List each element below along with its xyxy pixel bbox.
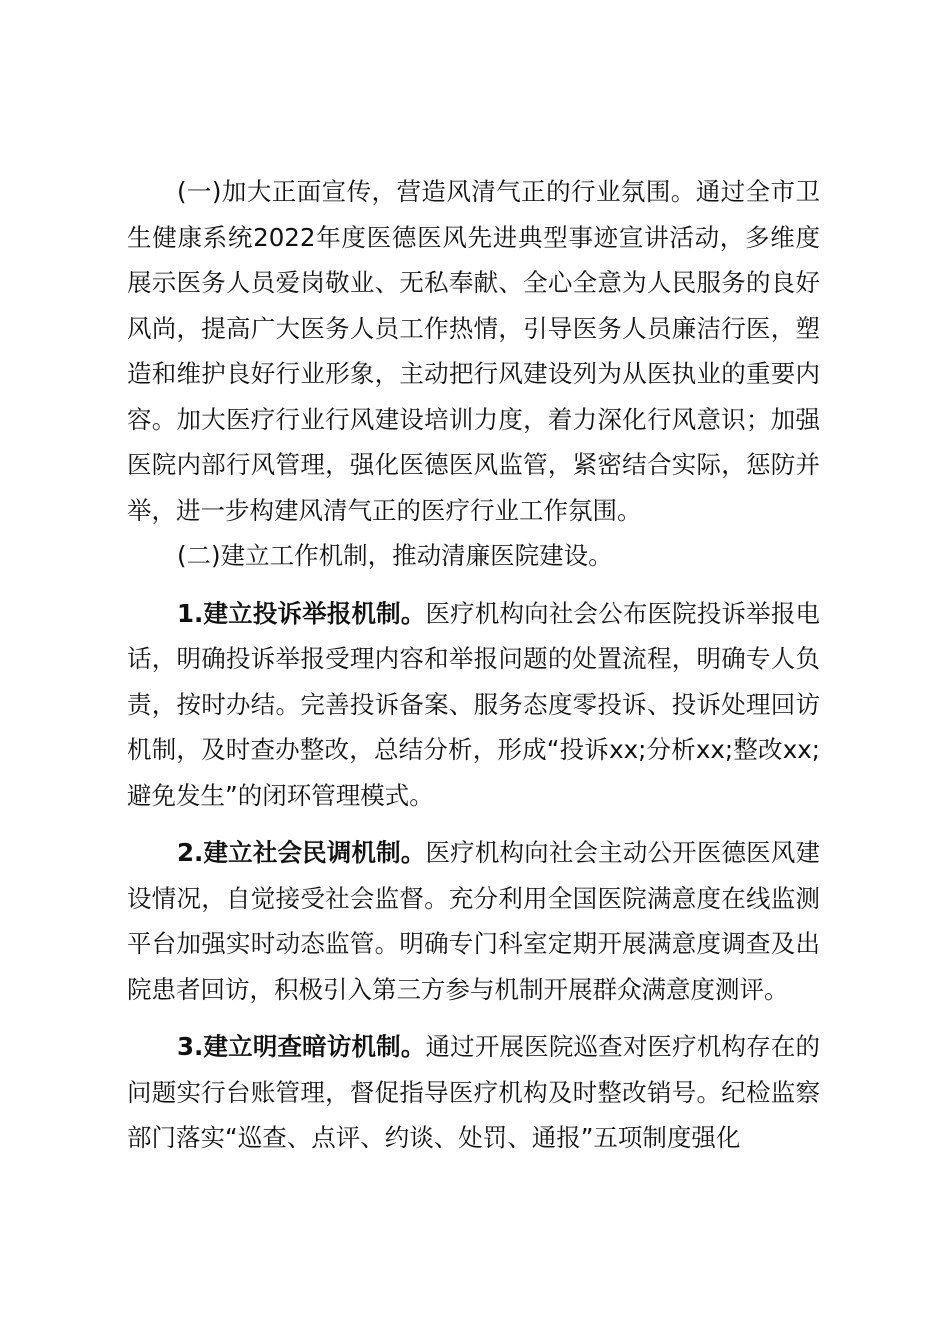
paragraph-mechanism-heading (127, 533, 820, 579)
paragraph-complaint-mechanism (127, 591, 820, 819)
paragraph-lead: 3.建立明查暗访机制。 (177, 1032, 426, 1061)
paragraph-publicity (127, 169, 820, 533)
paragraph-text: 通过开展医院巡查对医疗机构存在的问题实行台账管理，督促指导医疗机构及时整改销号。纪检监察部门落实“巡查、点评、约谈、处罚、通报”五项制度强化 (127, 1032, 820, 1152)
paragraph-lead: 2.建立社会民调机制。 (177, 838, 426, 867)
paragraph-text: (一)加大正面宣传，营造风清气正的行业氛围。通过全市卫生健康系统2022年度医德医风先进典型事迹宣讲活动，多维度展示医务人员爱岗敬业、无私奉献、全心全意为人民服务的良好风尚，提高广大医务人员工作热情，引导医务人员廉洁行医，塑造和维护良好行业形象，主动把行风建设列为从医执业的重要内容。加大医疗行业行风建设培训力度，着力深化行风意识；加强医院内部行风管理，强化医德医风监管，紧密结合实际，惩防并举，进一步构建风清气正的医疗行业工作氛围。 (127, 177, 820, 525)
paragraph-text: 医疗机构向社会公布医院投诉举报电话，明确投诉举报受理内容和举报问题的处置流程，明确专人负责，按时办结。完善投诉备案、服务态度零投诉、投诉处理回访机制，及时查办整改，总结分析，形成“投诉xx;分析xx;整改xx;避免发生”的闭环管理模式。 (127, 598, 820, 810)
paragraph-text: (二)建立工作机制，推动清廉医院建设。 (177, 541, 613, 570)
paragraph-survey-mechanism (127, 830, 820, 1012)
paragraph-lead: 1.建立投诉举报机制。 (177, 598, 426, 628)
paragraph-text: 医疗机构向社会主动公开医德医风建设情况，自觉接受社会监督。充分利用全国医院满意度在线监测平台加强实时动态监管。明确专门科室定期开展满意度调查及出院患者回访，积极引入第三方参与机制开展群众满意度测评。 (127, 838, 820, 1004)
paragraph-inspection-mechanism (127, 1024, 820, 1161)
document-body (127, 169, 820, 1161)
